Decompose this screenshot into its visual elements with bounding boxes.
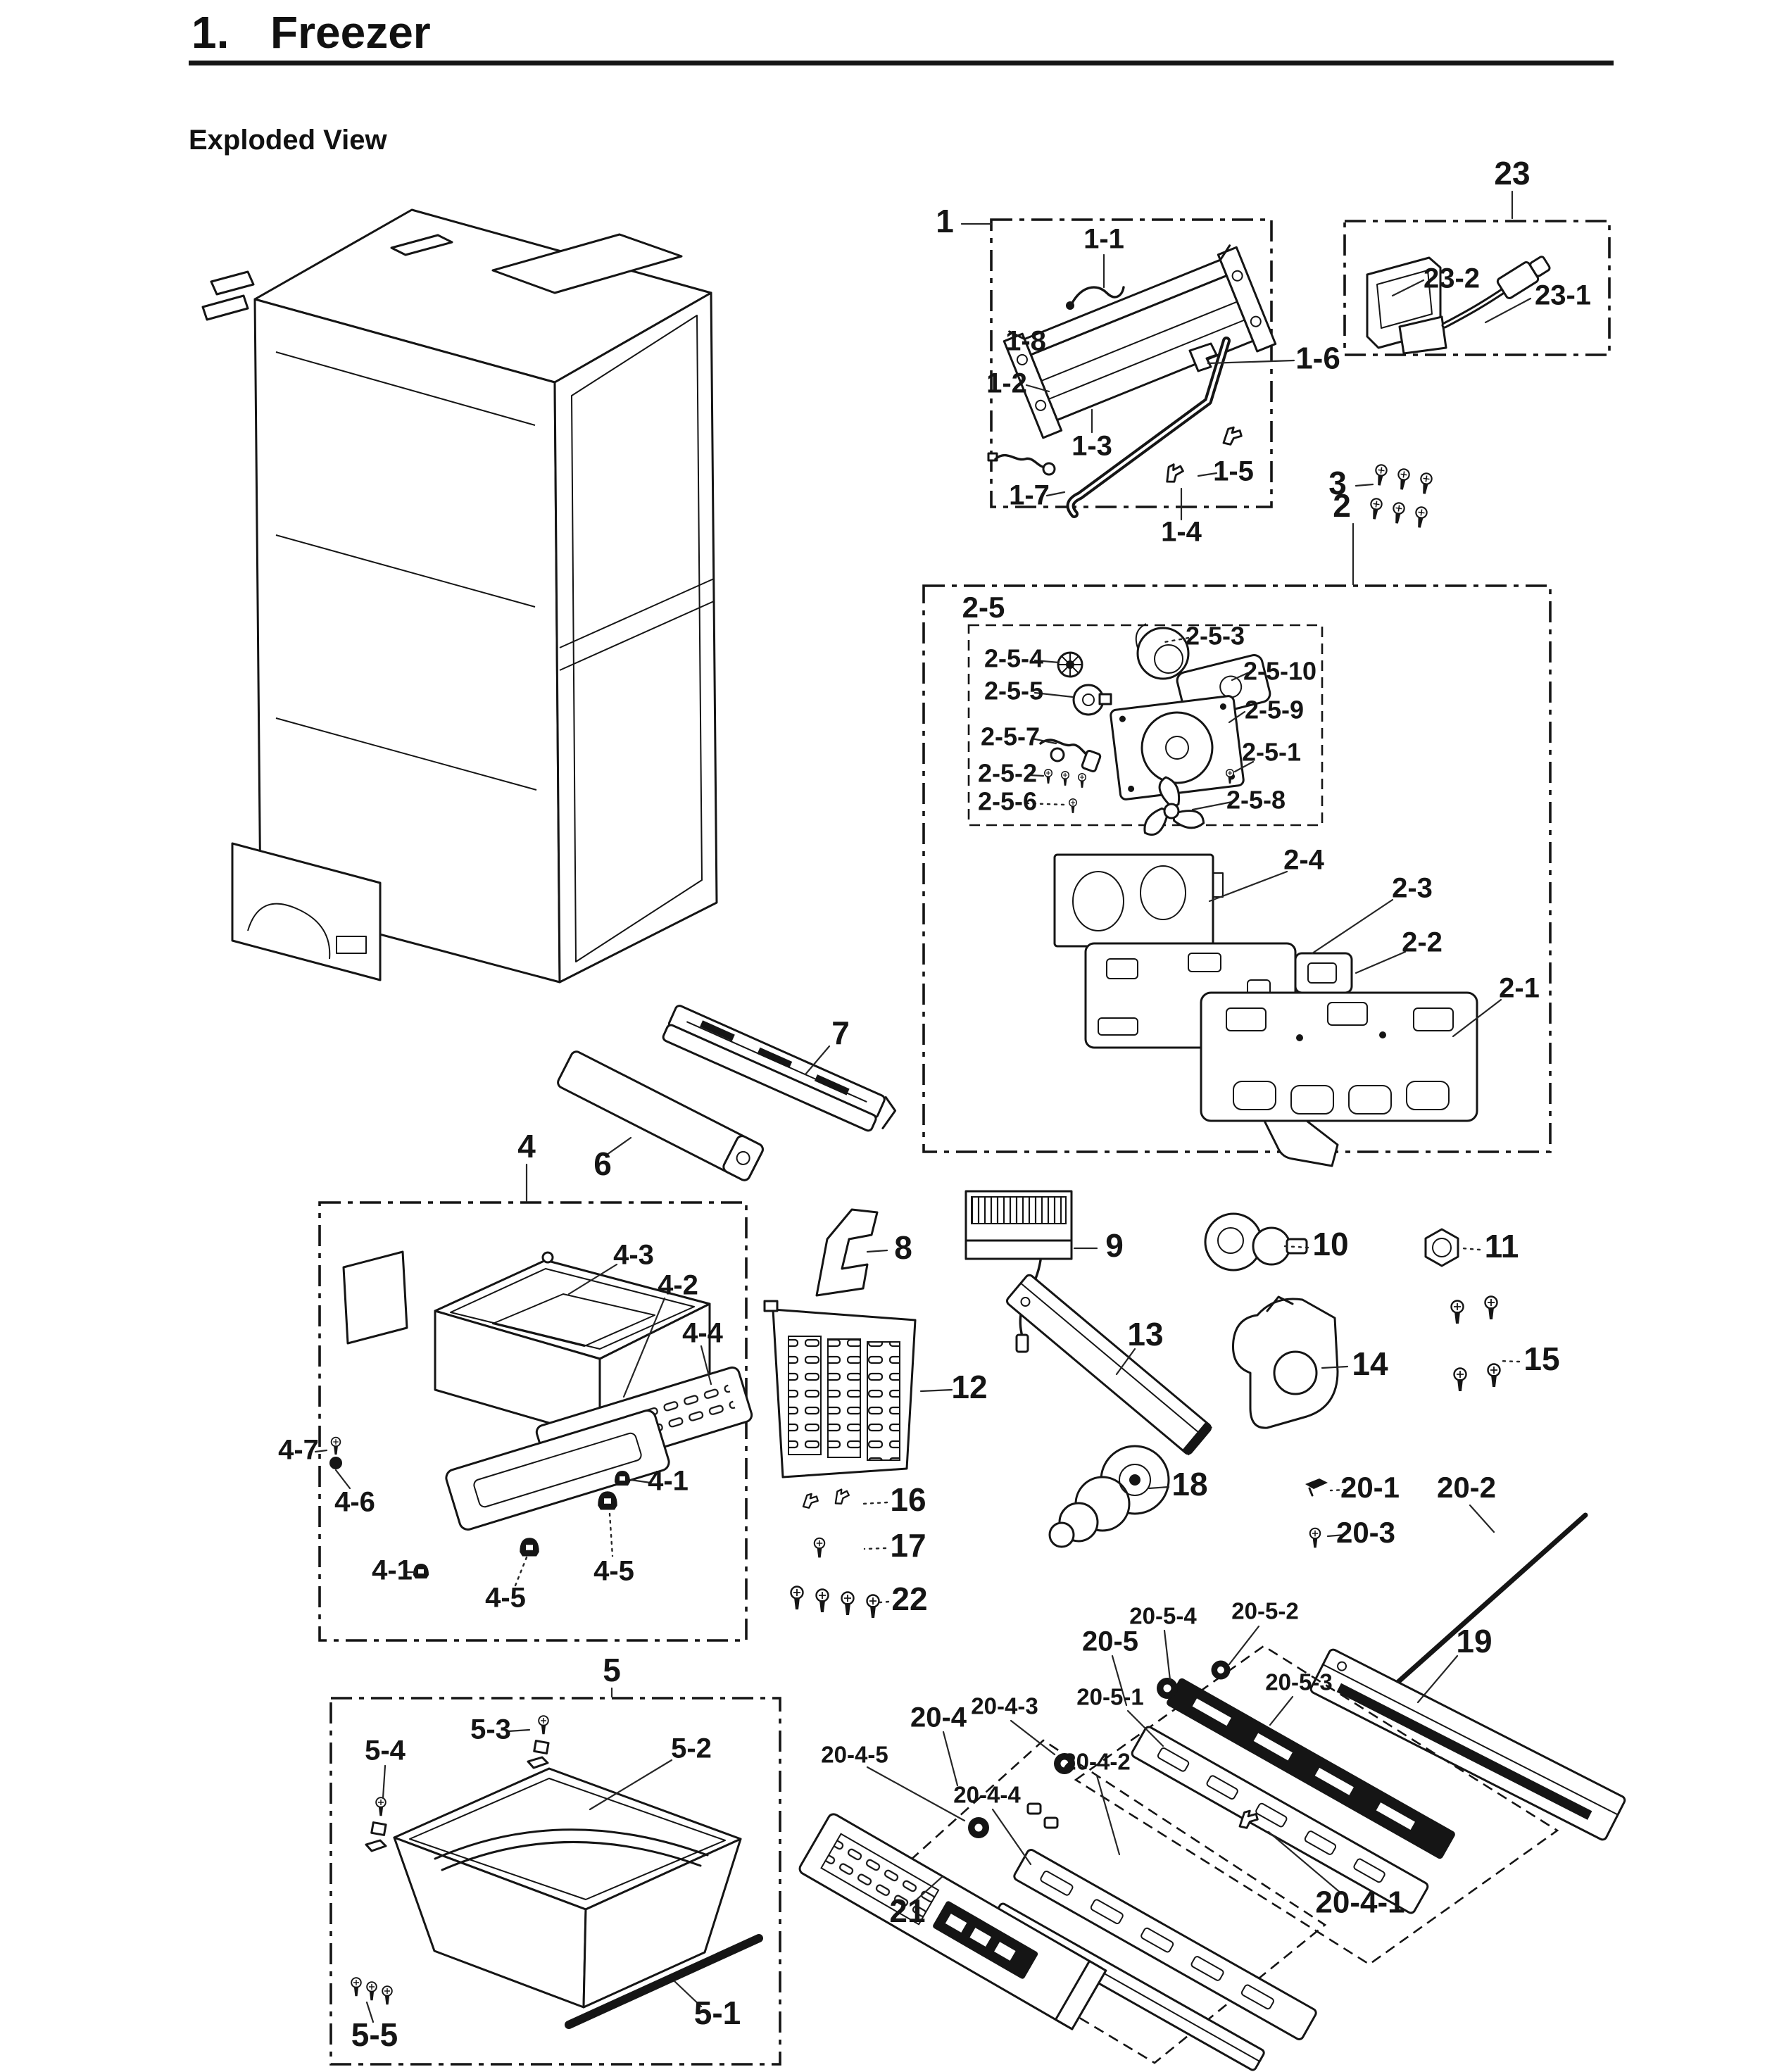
part-motor-10 — [1205, 1214, 1307, 1270]
callout-20-4-5: 20-4-5 — [821, 1741, 888, 1768]
cabinet-art — [203, 210, 717, 982]
callout-20-3: 20-3 — [1336, 1516, 1396, 1550]
part-nut-11 — [1426, 1229, 1458, 1266]
callout-2-5-8: 2-5-8 — [1226, 785, 1286, 815]
callout-20-4: 20-4 — [910, 1702, 967, 1733]
callout-2-5-5: 2-5-5 — [984, 676, 1044, 705]
part-clips-16 — [803, 1488, 850, 1508]
part-screw-20-3 — [1310, 1528, 1320, 1548]
callout-11: 11 — [1484, 1228, 1519, 1265]
callout-6: 6 — [593, 1145, 612, 1183]
callout-20-4-1: 20-4-1 — [1315, 1885, 1405, 1920]
callout-2-5: 2-5 — [962, 591, 1005, 624]
callout-4-7: 4-7 — [278, 1434, 319, 1466]
callout-5-5: 5-5 — [351, 2016, 398, 2054]
callout-20-4-4: 20-4-4 — [953, 1781, 1021, 1808]
part-fan-plate-2-5-9 — [1110, 696, 1244, 800]
callout-9: 9 — [1105, 1227, 1124, 1264]
part-screws-3 — [1369, 464, 1432, 528]
callout-14: 14 — [1352, 1345, 1388, 1383]
callout-5-4: 5-4 — [365, 1735, 406, 1766]
part-vent-plate — [344, 1252, 407, 1343]
callout-20-2: 20-2 — [1436, 1471, 1497, 1505]
part-wire-1-7 — [988, 453, 1055, 475]
callout-20-4-3: 20-4-3 — [971, 1693, 1038, 1719]
part-fasteners-5-3 — [528, 1716, 548, 1768]
callout-18: 18 — [1171, 1466, 1208, 1503]
part-bar-13 — [1005, 1274, 1212, 1455]
callout-1-3: 1-3 — [1072, 430, 1112, 462]
part-clip-1-5b — [1164, 463, 1185, 483]
part-rod-20-2 — [1393, 1515, 1585, 1687]
part-coupler-18 — [1050, 1446, 1169, 1547]
part-grommet-20-5-4 — [1157, 1678, 1178, 1699]
callout-22: 22 — [891, 1581, 928, 1618]
callout-1-6: 1-6 — [1295, 341, 1340, 376]
callout-20-5-1: 20-5-1 — [1076, 1683, 1144, 1710]
callout-10: 10 — [1312, 1226, 1349, 1263]
callout-20-5-3: 20-5-3 — [1265, 1669, 1333, 1695]
callout-15: 15 — [1523, 1340, 1560, 1378]
callout-17: 17 — [890, 1527, 926, 1564]
callout-4-2: 4-2 — [658, 1269, 698, 1301]
page-title: Freezer — [270, 7, 431, 58]
callout-4-1a: 4-1 — [648, 1465, 689, 1497]
part-cover-2-1 — [1201, 993, 1477, 1166]
part-divider-12 — [765, 1301, 915, 1477]
part-clamp-14 — [1233, 1297, 1338, 1428]
callout-1-2: 1-2 — [986, 368, 1027, 399]
callout-2-5-9: 2-5-9 — [1244, 695, 1305, 724]
callout-2: 2 — [1333, 487, 1351, 525]
callout-2-3: 2-3 — [1392, 872, 1433, 904]
callout-23-2: 23-2 — [1423, 263, 1481, 294]
title-rule — [189, 61, 1614, 65]
part-fasteners-5-4 — [366, 1797, 386, 1851]
callout-4-1b: 4-1 — [372, 1555, 413, 1586]
part-screw-4-7 — [329, 1438, 342, 1469]
callout-2-5-2: 2-5-2 — [977, 758, 1038, 788]
part-screws-2-5-2 — [1045, 770, 1086, 788]
part-clip-20-1 — [1305, 1478, 1328, 1495]
callout-2-5-4: 2-5-4 — [984, 643, 1044, 673]
callout-2-5-6: 2-5-6 — [977, 786, 1038, 816]
part-latch-2-2 — [1295, 953, 1352, 993]
callout-2-4: 2-4 — [1283, 844, 1324, 876]
part-gear-2-5-4 — [1058, 653, 1082, 677]
callout-20-5: 20-5 — [1081, 1626, 1139, 1657]
part-cap-4-5a — [598, 1491, 617, 1509]
callout-5-2: 5-2 — [671, 1733, 712, 1764]
part-screw-17 — [815, 1538, 824, 1558]
callout-4-6: 4-6 — [334, 1486, 375, 1518]
part-grommet-20-5-2 — [1212, 1661, 1231, 1680]
part-screws-5-5 — [351, 1978, 392, 2004]
callout-2-5-7: 2-5-7 — [980, 722, 1041, 751]
part-screw-2-5-6 — [1069, 799, 1077, 813]
part-panel-21 — [798, 1812, 1106, 2029]
part-clip-1-5a — [1224, 427, 1241, 444]
callout-2-5-3: 2-5-3 — [1185, 621, 1245, 651]
callout-1-4: 1-4 — [1161, 516, 1202, 548]
callout-19: 19 — [1456, 1623, 1492, 1660]
callout-8: 8 — [894, 1229, 912, 1267]
callout-1-1: 1-1 — [1083, 223, 1124, 255]
callout-5: 5 — [603, 1652, 621, 1689]
callout-1-5: 1-5 — [1213, 456, 1254, 487]
callout-20-1: 20-1 — [1340, 1471, 1400, 1505]
callout-20-5-2: 20-5-2 — [1231, 1597, 1299, 1624]
callout-20-5-4: 20-5-4 — [1129, 1602, 1197, 1629]
callout-4-3: 4-3 — [613, 1239, 654, 1271]
part-grommet-20-4-5 — [968, 1817, 989, 1838]
part-plate-2-4 — [1055, 855, 1223, 946]
part-screws-15 — [1452, 1297, 1500, 1392]
group-box-2 — [924, 586, 1550, 1166]
part-motor-2-5-5 — [1074, 685, 1111, 715]
callout-1-7: 1-7 — [1009, 479, 1050, 511]
page-header — [189, 7, 1614, 156]
callout-16: 16 — [890, 1481, 926, 1519]
callout-7: 7 — [831, 1015, 850, 1052]
callout-4: 4 — [517, 1128, 536, 1165]
callout-13: 13 — [1127, 1316, 1164, 1353]
callout-2-5-1: 2-5-1 — [1241, 737, 1302, 767]
callout-1: 1 — [936, 203, 954, 240]
callout-3: 3 — [1328, 465, 1347, 502]
callout-5-1: 5-1 — [693, 1995, 741, 2032]
part-cap-4-5b — [520, 1538, 539, 1556]
part-fittings-20-4-4 — [1028, 1804, 1057, 1828]
page-subtitle: Exploded View — [189, 125, 387, 156]
callout-2-5-10: 2-5-10 — [1243, 656, 1317, 686]
part-cap-4-1b — [413, 1564, 429, 1578]
callout-23: 23 — [1494, 155, 1531, 192]
callout-12: 12 — [951, 1369, 988, 1406]
callout-2-2: 2-2 — [1402, 927, 1443, 958]
part-screws-22 — [791, 1587, 879, 1619]
callout-4-5a: 4-5 — [593, 1555, 634, 1587]
callout-21: 21 — [889, 1892, 926, 1930]
part-harness-2-5-7 — [1041, 740, 1101, 772]
callout-4-5b: 4-5 — [485, 1582, 526, 1614]
callout-5-3: 5-3 — [470, 1714, 511, 1745]
callout-23-1: 23-1 — [1534, 280, 1592, 311]
callout-1-8: 1-8 — [1005, 325, 1046, 357]
part-fan-shroud-2-5-3 — [1136, 624, 1188, 679]
callout-20-4-2: 20-4-2 — [1063, 1748, 1131, 1775]
section-number: 1. — [191, 7, 230, 58]
callout-4-4: 4-4 — [682, 1317, 723, 1349]
callout-2-1: 2-1 — [1499, 972, 1540, 1004]
